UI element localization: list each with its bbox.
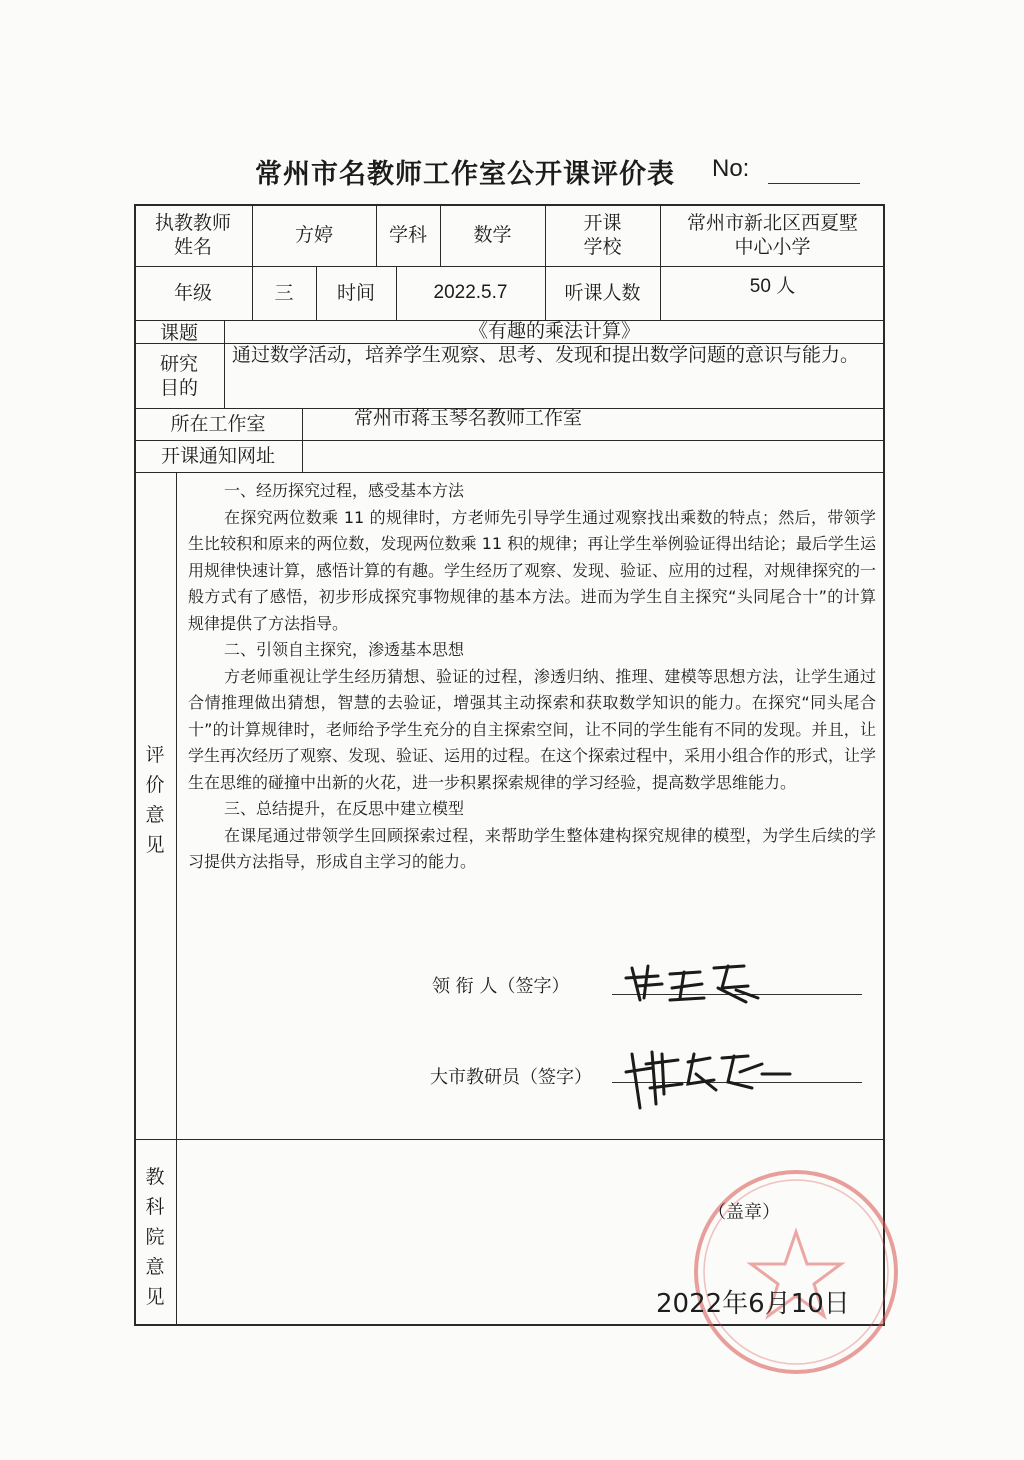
- time-value: 2022.5.7: [433, 282, 508, 303]
- school-value: [662, 206, 883, 264]
- school-line-2: 中心小学: [734, 236, 811, 258]
- form-number-label: No:: [712, 155, 750, 182]
- grade-label: 年级: [173, 282, 212, 304]
- seal-label: （盖章）: [708, 1202, 780, 1223]
- official-seal-stamp: [686, 1162, 906, 1382]
- studio-value: 常州市蒋玉琴名教师工作室: [354, 407, 583, 429]
- evaluation-heading-1: 一、经历探究过程，感受基本方法: [224, 481, 465, 500]
- purpose-label: 研究 目的: [159, 352, 198, 399]
- grade-value: 三: [274, 282, 294, 304]
- teacher-name-value: 方婷: [294, 224, 333, 246]
- purpose-text: 通过数学活动，培养学生观察、思考、发现和提出数学问题的意识与能力。: [232, 344, 860, 366]
- school-line-1: 常州市新北区西夏墅: [686, 212, 858, 234]
- evaluation-heading-2: 二、引领自主探究，渗透基本思想: [224, 640, 465, 659]
- notice-url-label: 开课通知网址: [160, 445, 275, 467]
- time-label: 时间: [336, 282, 375, 304]
- subject-label: 学科: [388, 224, 427, 246]
- researcher-sign-label: 大市教研员（签字）: [430, 1067, 592, 1088]
- evaluation-heading-3: 三、总结提升，在反思中建立模型: [224, 799, 465, 818]
- leader-sign-label: 领 衔 人（签字）: [432, 976, 570, 997]
- teacher-name-label: 执教教师姓名: [154, 212, 231, 258]
- leader-signature: [618, 958, 778, 1006]
- form-number-field[interactable]: [768, 183, 860, 184]
- form-title: 常州市名教师工作室公开课评价表: [255, 159, 675, 190]
- evaluation-paragraph-3: 在课尾通过带领学生回顾探索过程，来帮助学生整体建构探究规律的模型，为学生后续的学习提供方法指导，形成自主学习的能力。: [188, 825, 876, 871]
- audience-value: 50 人: [749, 276, 796, 297]
- audience-label: 听课人数: [564, 282, 641, 304]
- topic-value: 《有趣的乘法计算》: [468, 319, 640, 342]
- sign-date: 2022年6月10日: [656, 1289, 850, 1319]
- topic-label: 课题: [159, 321, 198, 344]
- evaluation-label: 评 价 意 见: [145, 744, 165, 856]
- subject-value: 数学: [473, 224, 512, 246]
- institute-opinion-label: 教 科 院 意 见: [145, 1166, 165, 1308]
- school-label: 开课学校: [583, 212, 622, 258]
- evaluation-text: [188, 478, 876, 876]
- notice-url-field[interactable]: [306, 442, 880, 470]
- studio-label: 所在工作室: [170, 413, 266, 435]
- researcher-signature: [622, 1044, 792, 1114]
- evaluation-paragraph-1: 在探究两位数乘 11 的规律时，方老师先引导学生通过观察找出乘数的特点；然后，带领学生比较积和原来的两位数，发现两位数乘 11 积的规律；再让学生举例验证得出结论；最后学生运用规律快速计算，感悟计算的有趣。学生经历了观察、发现、验证、应用的过程，对规律探究的一般方式有了感悟，初步形成探究事物规律的基本方法。进而为学生自主探究“头同尾合十”的计算规律提供了方法指导。: [188, 507, 877, 633]
- evaluation-paragraph-2: 方老师重视让学生经历猜想、验证的过程，渗透归纳、推理、建模等思想方法，让学生通过合情推理做出猜想，智慧的去验证，增强其主动探索和获取数学知识的能力。在探究“同头尾合十”的计算规律时，老师给予学生充分的自主探索空间，让不同的学生能有不同的发现。并且，让学生再次经历了观察、发现、验证、运用的过程。在这个探索过程中，采用小组合作的形式，让学生在思维的碰撞中出新的火花，进一步积累探索规律的学习经验，提高数学思维能力。: [188, 666, 877, 792]
